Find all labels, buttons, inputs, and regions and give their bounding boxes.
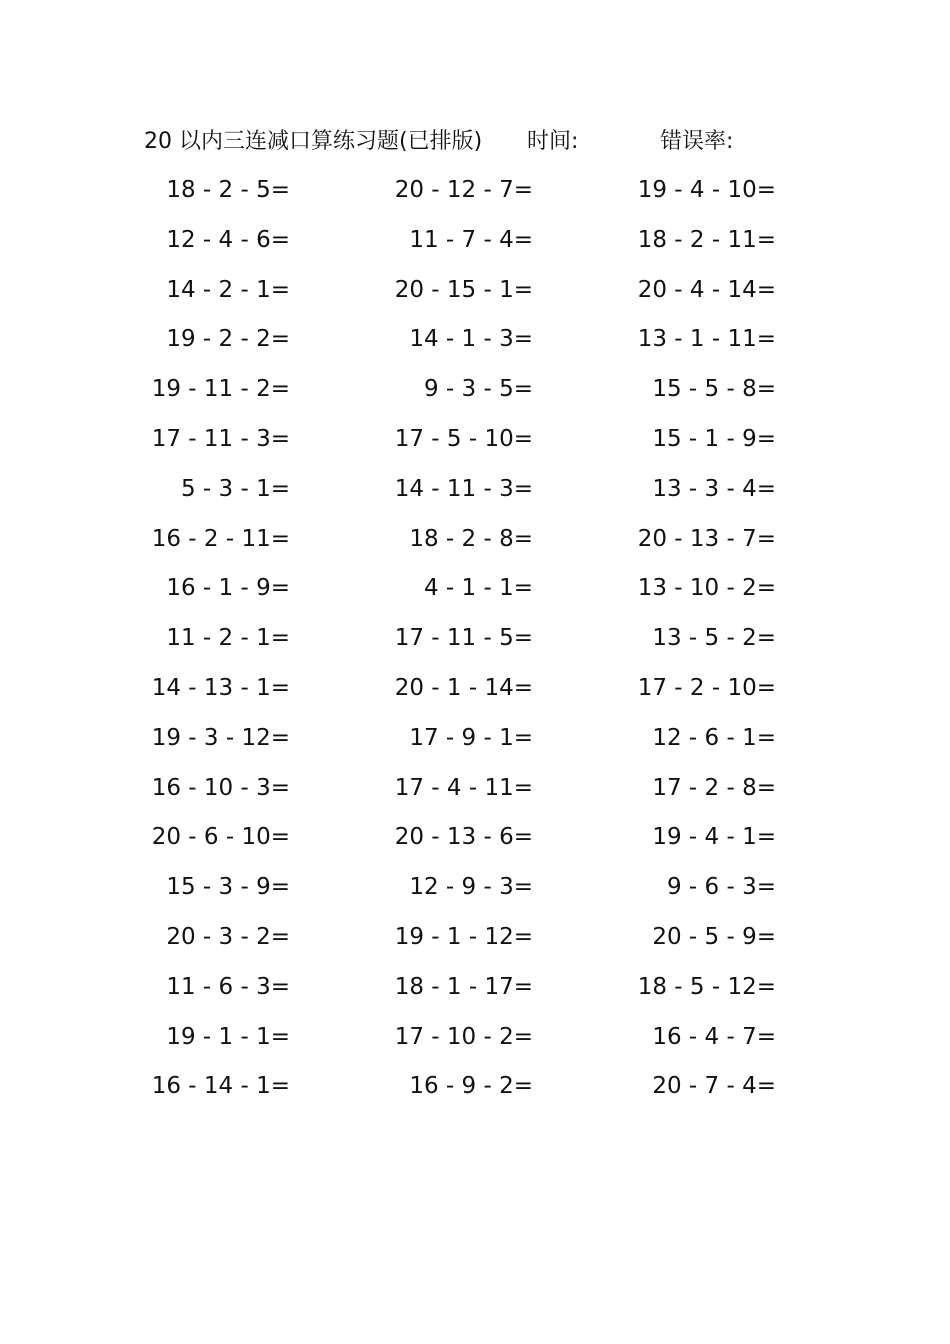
problem-item: 14 - 2 - 1= <box>166 276 290 303</box>
problem-item: 19 - 1 - 1= <box>166 1023 290 1050</box>
problem-item: 16 - 9 - 2= <box>409 1073 533 1100</box>
problem-item: 12 - 9 - 3= <box>409 874 533 901</box>
problem-item: 17 - 11 - 3= <box>151 425 290 452</box>
problem-row <box>0 371 950 421</box>
problem-row <box>0 819 950 869</box>
problem-item: 16 - 4 - 7= <box>652 1023 776 1050</box>
worksheet-header <box>0 126 950 158</box>
problem-item: 18 - 2 - 11= <box>637 226 776 253</box>
problem-item: 5 - 3 - 1= <box>180 475 290 502</box>
problem-item: 16 - 2 - 11= <box>151 525 290 552</box>
problem-item: 9 - 6 - 3= <box>666 874 776 901</box>
problem-row <box>0 1019 950 1069</box>
problem-item: 13 - 1 - 11= <box>637 326 776 353</box>
problem-item: 20 - 1 - 14= <box>394 674 533 701</box>
problem-row <box>0 1068 950 1118</box>
problem-item: 19 - 11 - 2= <box>151 376 290 403</box>
problem-item: 15 - 5 - 8= <box>652 376 776 403</box>
problem-item: 20 - 7 - 4= <box>652 1073 776 1100</box>
worksheet-title: 20 以内三连减口算练习题(已排版) <box>144 129 483 154</box>
problem-grid <box>0 172 950 1118</box>
problem-item: 17 - 10 - 2= <box>394 1023 533 1050</box>
problem-item: 19 - 3 - 12= <box>151 724 290 751</box>
problem-item: 19 - 1 - 12= <box>394 923 533 950</box>
problem-item: 17 - 4 - 11= <box>394 774 533 801</box>
problem-row <box>0 471 950 521</box>
problem-item: 18 - 1 - 17= <box>394 973 533 1000</box>
problem-item: 16 - 1 - 9= <box>166 575 290 602</box>
problem-item: 17 - 9 - 1= <box>409 724 533 751</box>
problem-item: 20 - 6 - 10= <box>151 824 290 851</box>
problem-row <box>0 670 950 720</box>
problem-row <box>0 720 950 770</box>
problem-item: 17 - 2 - 8= <box>652 774 776 801</box>
problem-row <box>0 919 950 969</box>
problem-item: 17 - 11 - 5= <box>394 625 533 652</box>
problem-item: 19 - 4 - 1= <box>652 824 776 851</box>
problem-item: 20 - 13 - 6= <box>394 824 533 851</box>
problem-item: 20 - 12 - 7= <box>394 177 533 203</box>
error-rate-label: 错误率: <box>660 129 734 154</box>
problem-item: 12 - 4 - 6= <box>166 226 290 253</box>
problem-row <box>0 321 950 371</box>
problem-item: 19 - 4 - 10= <box>637 177 776 203</box>
problem-item: 9 - 3 - 5= <box>423 376 533 403</box>
problem-item: 20 - 15 - 1= <box>394 276 533 303</box>
problem-item: 14 - 13 - 1= <box>151 674 290 701</box>
problem-item: 17 - 2 - 10= <box>637 674 776 701</box>
problem-item: 19 - 2 - 2= <box>166 326 290 353</box>
problem-item: 14 - 1 - 3= <box>409 326 533 353</box>
problem-row <box>0 570 950 620</box>
problem-row <box>0 521 950 571</box>
problem-item: 18 - 2 - 8= <box>409 525 533 552</box>
problem-item: 14 - 11 - 3= <box>394 475 533 502</box>
problem-item: 13 - 5 - 2= <box>652 625 776 652</box>
problem-item: 18 - 2 - 5= <box>166 177 290 203</box>
problem-item: 16 - 10 - 3= <box>151 774 290 801</box>
problem-row <box>0 172 950 222</box>
problem-item: 20 - 4 - 14= <box>637 276 776 303</box>
problem-row <box>0 620 950 670</box>
time-label: 时间: <box>527 129 579 154</box>
problem-row <box>0 421 950 471</box>
problem-row <box>0 222 950 272</box>
problem-row <box>0 272 950 322</box>
problem-item: 20 - 3 - 2= <box>166 923 290 950</box>
problem-row <box>0 969 950 1019</box>
problem-item: 12 - 6 - 1= <box>652 724 776 751</box>
problem-item: 16 - 14 - 1= <box>151 1073 290 1100</box>
problem-item: 4 - 1 - 1= <box>423 575 533 602</box>
problem-item: 15 - 1 - 9= <box>652 425 776 452</box>
problem-item: 11 - 7 - 4= <box>409 226 533 253</box>
problem-item: 15 - 3 - 9= <box>166 874 290 901</box>
problem-row <box>0 869 950 919</box>
problem-row <box>0 770 950 820</box>
problem-item: 20 - 13 - 7= <box>637 525 776 552</box>
problem-item: 17 - 5 - 10= <box>394 425 533 452</box>
problem-item: 18 - 5 - 12= <box>637 973 776 1000</box>
problem-item: 11 - 6 - 3= <box>166 973 290 1000</box>
problem-item: 13 - 10 - 2= <box>637 575 776 602</box>
problem-item: 13 - 3 - 4= <box>652 475 776 502</box>
problem-item: 11 - 2 - 1= <box>166 625 290 652</box>
problem-item: 20 - 5 - 9= <box>652 923 776 950</box>
